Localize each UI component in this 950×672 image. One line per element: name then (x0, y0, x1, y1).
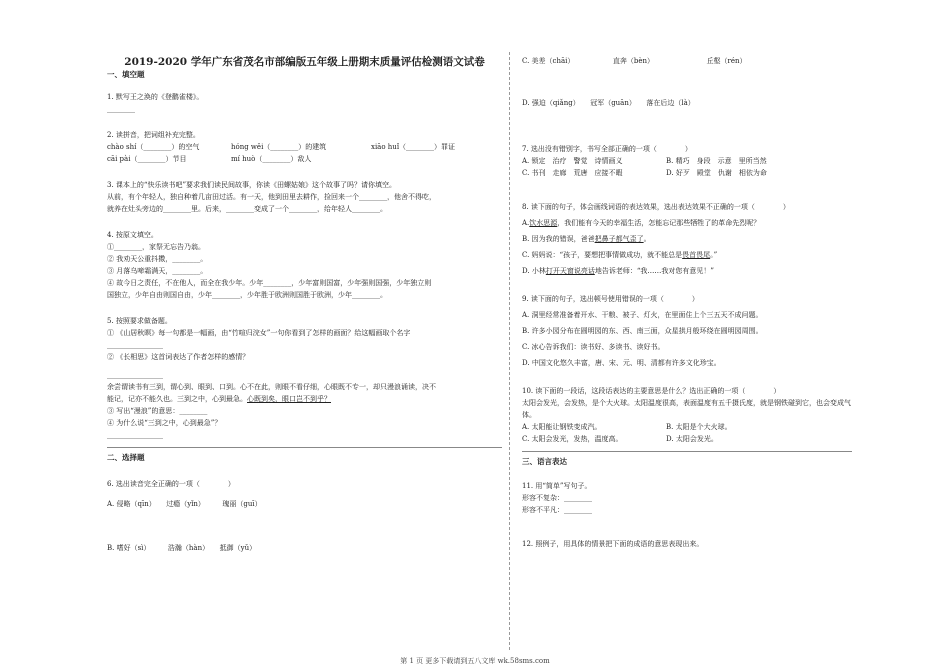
question-6-option-d: D. 强迫（qiǎng） 冠军（guān） 落在后边（là） (522, 99, 695, 107)
section-rule (107, 441, 502, 448)
passage-underlined: 心既到矣，眼口岂不到乎？ (247, 395, 331, 403)
pinyin-item: xiāo huǐ（________）罪证 (371, 143, 456, 151)
option: A. 太阳能让钢铁变成汽。 (522, 423, 602, 431)
column-divider (509, 52, 510, 650)
question-7-options (522, 155, 852, 167)
pinyin-row (107, 153, 502, 165)
question-5-item: ③ 写出“漫浪”的意思：________ (107, 407, 208, 415)
question-5-item: ② 《长相思》这首词表达了作者怎样的感情？ (107, 353, 250, 361)
question-11: 11. 用“简单”写句子。 (522, 482, 592, 490)
answer-line: ________ (107, 105, 135, 113)
question-4-item: ④ 故今日之责任，不在他人，而全在我少年。少年________，少年富则国富，少年强则国强，少年独立则 (107, 279, 432, 287)
question-8-option: B. 因为我的错误，爸爸把鼻子都气歪了。 (522, 235, 651, 243)
question-8-option: C. 妈妈说：“孩子，要想把事情做成功，就不能总是畏首畏尾。” (522, 251, 718, 259)
option: C. 书刊 走廊 荒唐 应接不暇 (522, 169, 623, 177)
section-rule (522, 445, 852, 452)
answer-line: ________________ (107, 341, 163, 349)
passage-line: 体。 (522, 411, 536, 419)
question-5-item: ① 《山居秋暝》每一句都是一幅画，由“竹喧归浣女”一句你看到了怎样的画面？给这幅画取个名字 (107, 329, 411, 337)
question-9-option: B. 许多小园分布在圆明园的东、西、南三面，众星拱月般环绕在圆明园周围。 (522, 327, 763, 335)
question-3-line: 从前，有个年轻人，独自种着几亩田过活。有一天，他到田里去耕作，捡回来一个________，他舍不得吃， (107, 193, 436, 201)
right-column (522, 55, 852, 550)
question-11-item: 形容不平凡：________ (522, 506, 592, 514)
question-8: 8. 读下面的句子，体会画线词语的表达效果，选出表达效果不正确的一项（ ） (522, 203, 790, 211)
question-10: 10. 读下面的一段话，这段话表达的主要意思是什么？选出正确的一项（ ） (522, 387, 781, 395)
option: C. 太阳会发光，发热，温度高。 (522, 435, 623, 443)
question-10-options (522, 433, 852, 445)
page-footer: 第 1 页 更多下载请到五八文库 wk.58sms.com (400, 657, 550, 665)
left-column (107, 55, 502, 554)
question-9-option: C. 冰心告诉我们：读书好、多读书、读好书。 (522, 343, 665, 351)
question-9: 9. 读下面的句子，选出顿号使用错误的一项（ ） (522, 295, 699, 303)
question-9-option: A. 洞里经常准备着开水、干粮、被子、灯火，在里面住上个三五天不成问题。 (522, 311, 763, 319)
question-3: 3. 课本上的“快乐读书吧”要求我们读民间故事，你读《田螺姑娘》这个故事了吗？请你填空。 (107, 181, 397, 189)
pinyin-item: mí huò（________）敌人 (231, 155, 312, 163)
pinyin-row (107, 141, 502, 153)
question-10-options (522, 421, 852, 433)
question-2: 2. 读拼音，把词组补充完整。 (107, 131, 200, 139)
question-6-option-c: C. 美差（chāi） 直奔（bèn） 丘壑（rén） (522, 57, 747, 65)
option: D. 好歹 殿堂 仇谢 相依为命 (666, 169, 767, 177)
passage-line: 太阳会发光，会发热，是个大火球。太阳温度很高，表面温度有五千摄氏度，就是钢铁碰到它，也会变成气 (522, 399, 851, 407)
question-12: 12. 照例子，用具体的情景把下面的成语的意思表现出来。 (522, 540, 704, 548)
option: D. 太阳会发光。 (666, 435, 718, 443)
option: B. 太阳是个大火球。 (666, 423, 732, 431)
question-3-line: 就养在灶头旁边的________里。后来，________变成了一个________，给年轻人________。 (107, 205, 387, 213)
question-6-option-a: A. 侵略（qīn） 过瘾（yǐn） 瑰丽（guī） (107, 500, 262, 508)
pinyin-item: cāi pài（________）节目 (107, 155, 187, 163)
question-7: 7. 选出没有错别字，书写全部正确的一项（ ） (522, 145, 692, 153)
answer-line: ________________ (107, 431, 163, 439)
question-1: 1. 默写王之涣的《登鹳雀楼》。 (107, 93, 204, 101)
passage-text: 能记，记亦不能久也。三到之中，心到最急。 (107, 395, 247, 403)
question-4-item: ①________，家祭无忘告乃翁。 (107, 243, 205, 251)
question-4-item: ② 我劝天公重抖擞，________。 (107, 255, 208, 263)
option: B. 精巧 身段 示意 里所当然 (666, 157, 767, 165)
question-4-item: 国独立，少年自由则国自由，少年________，少年胜于欧洲则国胜于欧洲，少年________。 (107, 291, 387, 299)
passage-line: 余尝谓读书有三到，谓心到、眼到、口到。心不在此，则眼不看仔细，心眼既不专一，却只漫浪诵读，决不 (107, 383, 436, 391)
option: A. 锁定 治疗 警觉 诗情画义 (522, 157, 623, 165)
answer-line: ________________ (107, 371, 163, 379)
question-8-option: D. 小林打开天窗说亮话地告诉老师：“我……我对您有意见！” (522, 267, 714, 275)
question-7-options (522, 167, 852, 179)
question-11-item: 形容不复杂：________ (522, 494, 592, 502)
question-5-item: ④ 为什么说“三到之中，心到最急”？ (107, 419, 222, 427)
exam-title: 2019-2020 学年广东省茂名市部编版五年级上册期末质量评估检测语文试卷 (124, 56, 485, 68)
question-6: 6. 选出读音完全正确的一项（ ） (107, 480, 235, 488)
question-5: 5. 按照要求做备题。 (107, 317, 172, 325)
question-4: 4. 按原文填空。 (107, 231, 158, 239)
section-heading: 三、语言表达 (522, 457, 567, 466)
question-4-item: ③ 月落乌啼霜满天，________。 (107, 267, 208, 275)
pinyin-item: hóng wěi（________）的建筑 (231, 143, 327, 151)
question-6-option-b: B. 嗜好（sì） 浩瀚（hàn） 抵御（yǔ） (107, 544, 257, 552)
section-heading: 二、选择题 (107, 453, 145, 462)
passage-line (107, 393, 502, 405)
pinyin-item: chào shí（________）的空气 (107, 143, 200, 151)
question-8-option: A.饮水思源，我们能有今天的幸福生活，怎能忘记那些牺牲了的革命先烈呢？ (522, 219, 761, 227)
section-heading: 一、填空题 (107, 70, 145, 79)
question-9-option: D. 中国文化悠久丰富，唐、宋、元、明、清都有许多文化珍宝。 (522, 359, 721, 367)
